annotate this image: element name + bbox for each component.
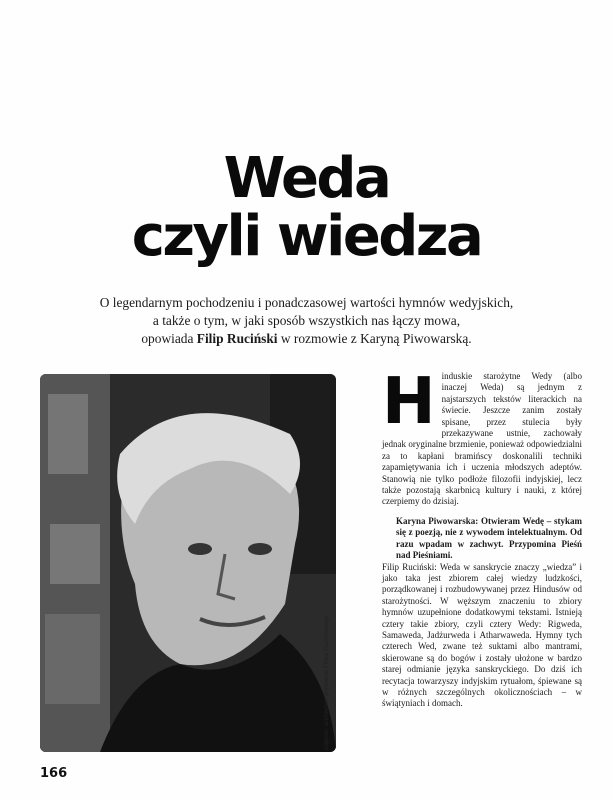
lead-line-3-after: w rozmowie z Karyną Piwowarską. (277, 331, 472, 346)
article-title (0, 146, 613, 269)
lead-line-3-before: opowiada (141, 331, 197, 346)
intro-paragraph (382, 365, 582, 508)
portrait-photo (40, 374, 336, 752)
interviewee-name: Filip Ruciński (196, 331, 278, 346)
lead-line-3 (60, 330, 553, 348)
title-line-1: Weda (223, 146, 390, 211)
page-number: 166 (40, 766, 68, 781)
interviewer-question: Karyna Piwowarska: Otwieram Wedę – stykam się z poezją, nie z wywodem intelektualnym. Od razu wpadam w zachwyt. Przypomina Pieśń nad Pieśniami. (396, 515, 582, 561)
portrait-illustration (40, 374, 336, 752)
title-line-2: czyli wiedza (131, 204, 482, 269)
lead-line-1: O legendarnym pochodzeniu i ponadczasowej wartości hymnów wedyjskich, (99, 295, 514, 310)
article-column (382, 365, 582, 710)
lead-line-2: a także o tym, w jaki sposób wszystkich nas łączy mowa, (152, 313, 461, 328)
intro-text: induskie starożytne Wedy (albo inaczej Weda) są jednym z najstarszych tekstów literackich na świecie. Jeszcze zanim zostały spisane, przez stulecia były przekazywane ustnie, zachowały jednak oryginalne brzmienie, ponieważ odpowiedzialni za to kapłani bramińscy doskonalili techniki zapamiętywania ich i uczenia młodszych adeptów. Stanowią nie tylko podłoże filozofii indyjskiej, lecz także pozostają skarbnicą kultury i nauki, z której czerpiemy do dzisiaj. (382, 371, 582, 507)
drop-cap: H (382, 365, 436, 439)
lead-paragraph (60, 294, 553, 348)
interviewee-answer: Filip Ruciński: Weda w sanskrycie znaczy „wiedza” i jako taka jest zbiorem całej wiedzy ludzkości, porządkowanej i rozbudowywanej przez Hindusów od starożytności. W węższym znaczeniu to zbiory hymnów uzupełnione dodatkowymi tekstami. Istnieją cztery takie zbiory, czyli cztery Wedy: Rigweda, Samaweda, Jadżurweda i Atharwaweda. Hymny tych czterech Wed, zwane też suktami albo mantrami, skierowane są do bogów i zostały ułożone w bardzo starej odmianie języka sanskryckiego. Do dziś ich recytacja towarzyszy indyjskim rytuałom, śpiewane są w różnych szczególnych okolicznościach – w świątyniach i domach. (382, 561, 582, 709)
